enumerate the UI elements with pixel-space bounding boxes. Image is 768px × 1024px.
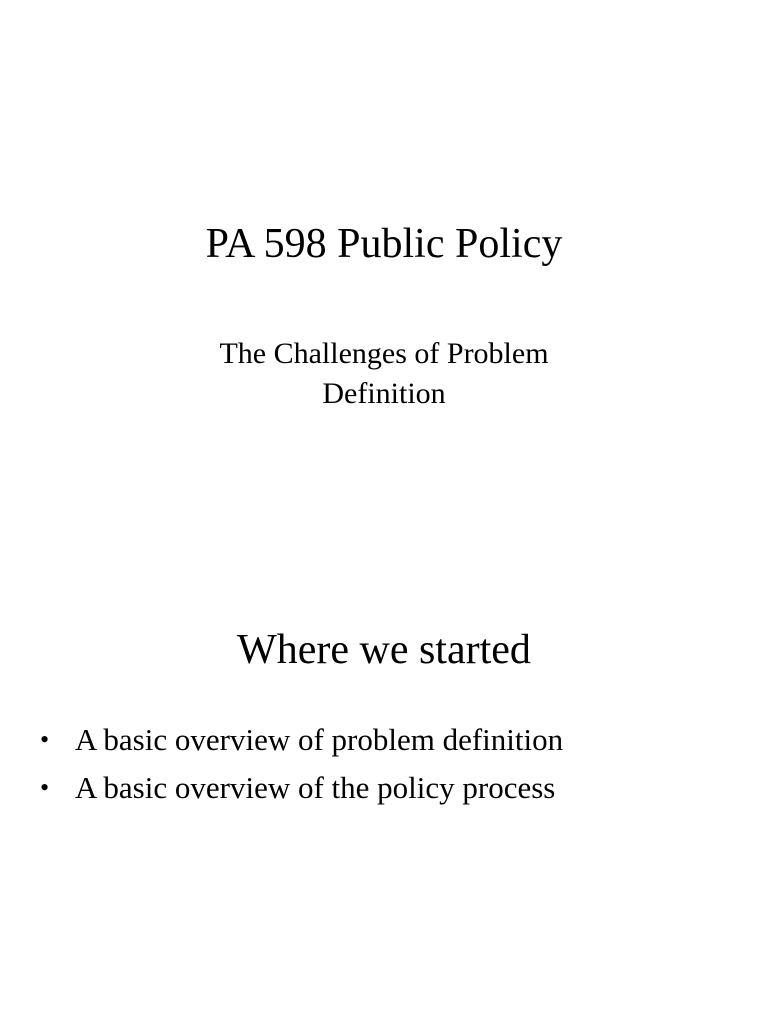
bullet-icon: • (40, 725, 50, 754)
bullet-item (40, 716, 563, 764)
bullet-item (40, 764, 563, 812)
slide-2 (0, 512, 768, 1024)
bullet-icon: • (40, 773, 50, 802)
slide-title: Where we started (237, 627, 531, 673)
bullet-list (40, 716, 563, 812)
bullet-text: A basic overview of the policy process (75, 770, 556, 805)
bullet-text: A basic overview of problem definition (75, 722, 564, 757)
slide-title: PA 598 Public Policy (205, 221, 563, 267)
slide-subtitle: The Challenges of Problem Definition (219, 337, 549, 410)
